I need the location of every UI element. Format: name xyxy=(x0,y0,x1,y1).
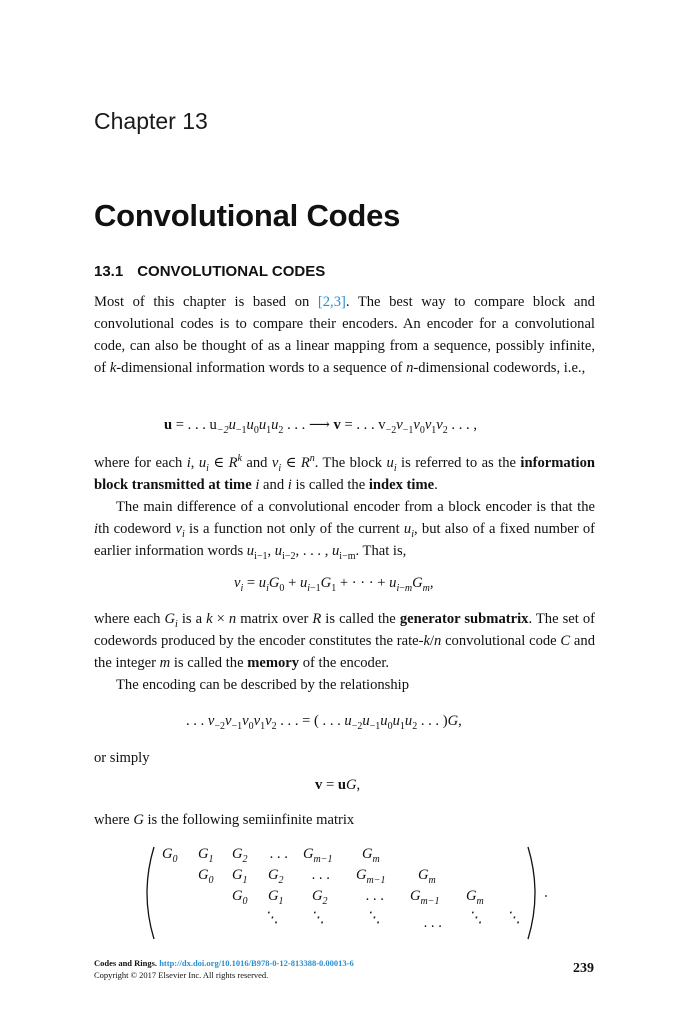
copyright-notice: Copyright © 2017 Elsevier Inc. All rights reserved. xyxy=(94,970,269,980)
equation-relationship: . . . $v_{-2}v_{-1}v_0v_1v_2$ . . . = ( . . . $u_{-2}u_{-1}u_0u_1u_2$ . . . )G, xyxy=(186,713,462,732)
equation-vug: v = uG, xyxy=(315,777,361,793)
paragraph-generator: where each $G_i$ is a k × n matrix over R is called the generator submatrix. The set of codewords produced by the encoder constitutes the rate-k/n convolutional code C and the integer m is called the memory of the encoder. xyxy=(94,611,595,671)
paragraph-definitions: where for each i, $u_i$ ∈ $R^k$ and $v_i$ ∈ $R^n$. The block $u_i$ is referred to as the information block transmitted at time i and i is called the index time. xyxy=(94,453,596,493)
section-title: CONVOLUTIONAL CODES xyxy=(137,263,326,280)
generator-matrix: $G_0$ $G_1$ $G_2$ . . . $G_{m-1}$ $G_m$ $G_0$ $G_1$ $G_2$ . . . $G_{m-1}$ $G_m$ $G_0$ $G_1$ $G_2$ . . . $G_{m-1}$ $G_m$ ⋱ ⋱ ⋱ . . . ⋱ ⋱ xyxy=(140,843,550,943)
paragraph-intro: Most of this chapter is based on [2,3]. The best way to compare block and convolutional codes is to compare their encoders. An encoder for a convolutional code, can also be thought of as a linear mapping from a sequence, possibly infinite, of k-dimensional information words to a sequence of n-dimensional codewords, i.e., xyxy=(94,294,595,376)
book-title: Codes and Rings. xyxy=(94,958,158,968)
chapter-title: Convolutional Codes xyxy=(94,198,401,233)
equation-sequences: u = . . . $u_{-2}u_{-1}u_0u_1u_2$ . . . ⟶ v = . . . $v_{-2}v_{-1}v_0v_1v_2$ . . . , xyxy=(164,417,477,436)
paragraph-encoding: The encoding can be described by the relationship xyxy=(116,677,409,693)
section-heading xyxy=(94,263,325,280)
paragraph-semiinfinite: where G is the following semiinfinite matrix xyxy=(94,812,355,828)
section-number: 13.1 xyxy=(94,263,124,280)
chapter-label: Chapter 13 xyxy=(94,108,208,134)
page-footer xyxy=(94,957,354,981)
page-number: 239 xyxy=(573,961,594,976)
citation-link[interactable]: [2,3] xyxy=(317,294,346,310)
equation-encoder: $v_i = u_iG_0 + u_{i-1}G_1$ + · · · + $u_{i-m}G_m$, xyxy=(234,575,434,594)
paragraph-main-difference: The main difference of a convolutional encoder from a block encoder is that the ith codeword $v_i$ is a function not only of the current $u_i$, but also of a fixed number of earlier information words $u_{i-1}$, $u_{i-2}$, . . . , $u_{i-m}$. That is, xyxy=(94,499,595,562)
paragraph-or-simply: or simply xyxy=(94,750,150,766)
doi-link[interactable]: http://dx.doi.org/10.1016/B978-0-12-813388-0.00013-6 xyxy=(159,958,354,968)
